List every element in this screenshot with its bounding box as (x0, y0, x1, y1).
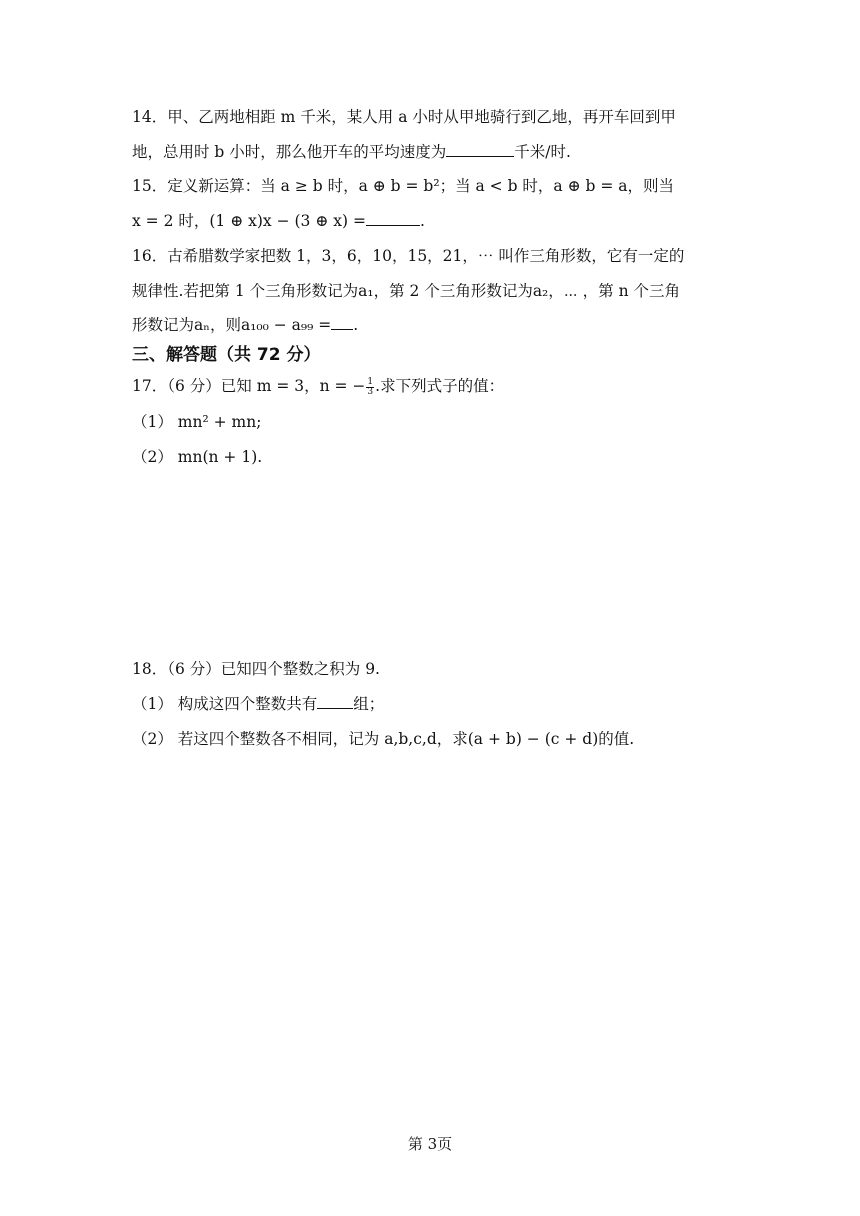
q17-frac-denominator: 3 (367, 386, 374, 397)
q16-period: . (353, 316, 359, 334)
q15-line2 (132, 210, 425, 232)
q17-stem-text: 17．（6 分）已知 m = 3，n = − (132, 377, 366, 395)
q15-line1: 15．定义新运算：当 a ≥ b 时，a ⊕ b = b²；当 a < b 时，a ⊕ b = a，则当 (132, 177, 675, 195)
q14-unit: 千米/时. (514, 143, 571, 161)
q16-line2: 规律性.若把第 1 个三角形数记为a₁，第 2 个三角形数记为a₂，⋯ ，第 n 个三角 (132, 282, 680, 300)
q16-expression: 形数记为aₙ，则a₁₀₀ − a₉₉ = (132, 316, 332, 334)
page-number: 第 3页 (407, 1135, 453, 1153)
q15-answer-blank[interactable] (366, 210, 420, 226)
q14-line2 (132, 141, 571, 163)
q16-line1: 16．古希腊数学家把数 1，3，6，10，15，21，⋯ 叫作三角形数，它有一定的 (132, 247, 685, 265)
q18-part1 (132, 693, 384, 715)
q14-text: 地，总用时 b 小时，那么他开车的平均速度为 (132, 143, 447, 161)
q17-part2: （2） mn(n + 1). (132, 448, 263, 466)
q16-line3 (132, 314, 358, 336)
q17-part1: （1） mn² + mn; (132, 413, 262, 431)
q18-part1-suffix: 组； (353, 695, 385, 713)
q14-answer-blank[interactable] (446, 141, 514, 157)
q18-part2: （2） 若这四个整数各不相同，记为 a,b,c,d，求(a + b) − (c + d)的值. (132, 730, 635, 748)
section-3-title: 三、解答题（共 72 分） (132, 345, 321, 365)
q17-stem (132, 375, 504, 397)
q15-period: . (419, 212, 425, 230)
q18-part1-text: （1） 构成这四个整数共有 (132, 695, 318, 713)
q14-line1: 14．甲、乙两地相距 m 千米，某人用 a 小时从甲地骑行到乙地，再开车回到甲 (132, 108, 676, 126)
q17-frac-numerator: 1 (367, 376, 374, 387)
q17-fraction (366, 378, 374, 397)
q18-answer-blank[interactable] (317, 693, 353, 709)
q18-stem: 18．（6 分）已知四个整数之积为 9. (132, 660, 380, 678)
q15-expression: x = 2 时，(1 ⊕ x)x − (3 ⊕ x) = (132, 212, 366, 230)
q16-answer-blank[interactable] (331, 314, 353, 330)
q17-stem-rest: .求下列式子的值： (375, 377, 505, 395)
